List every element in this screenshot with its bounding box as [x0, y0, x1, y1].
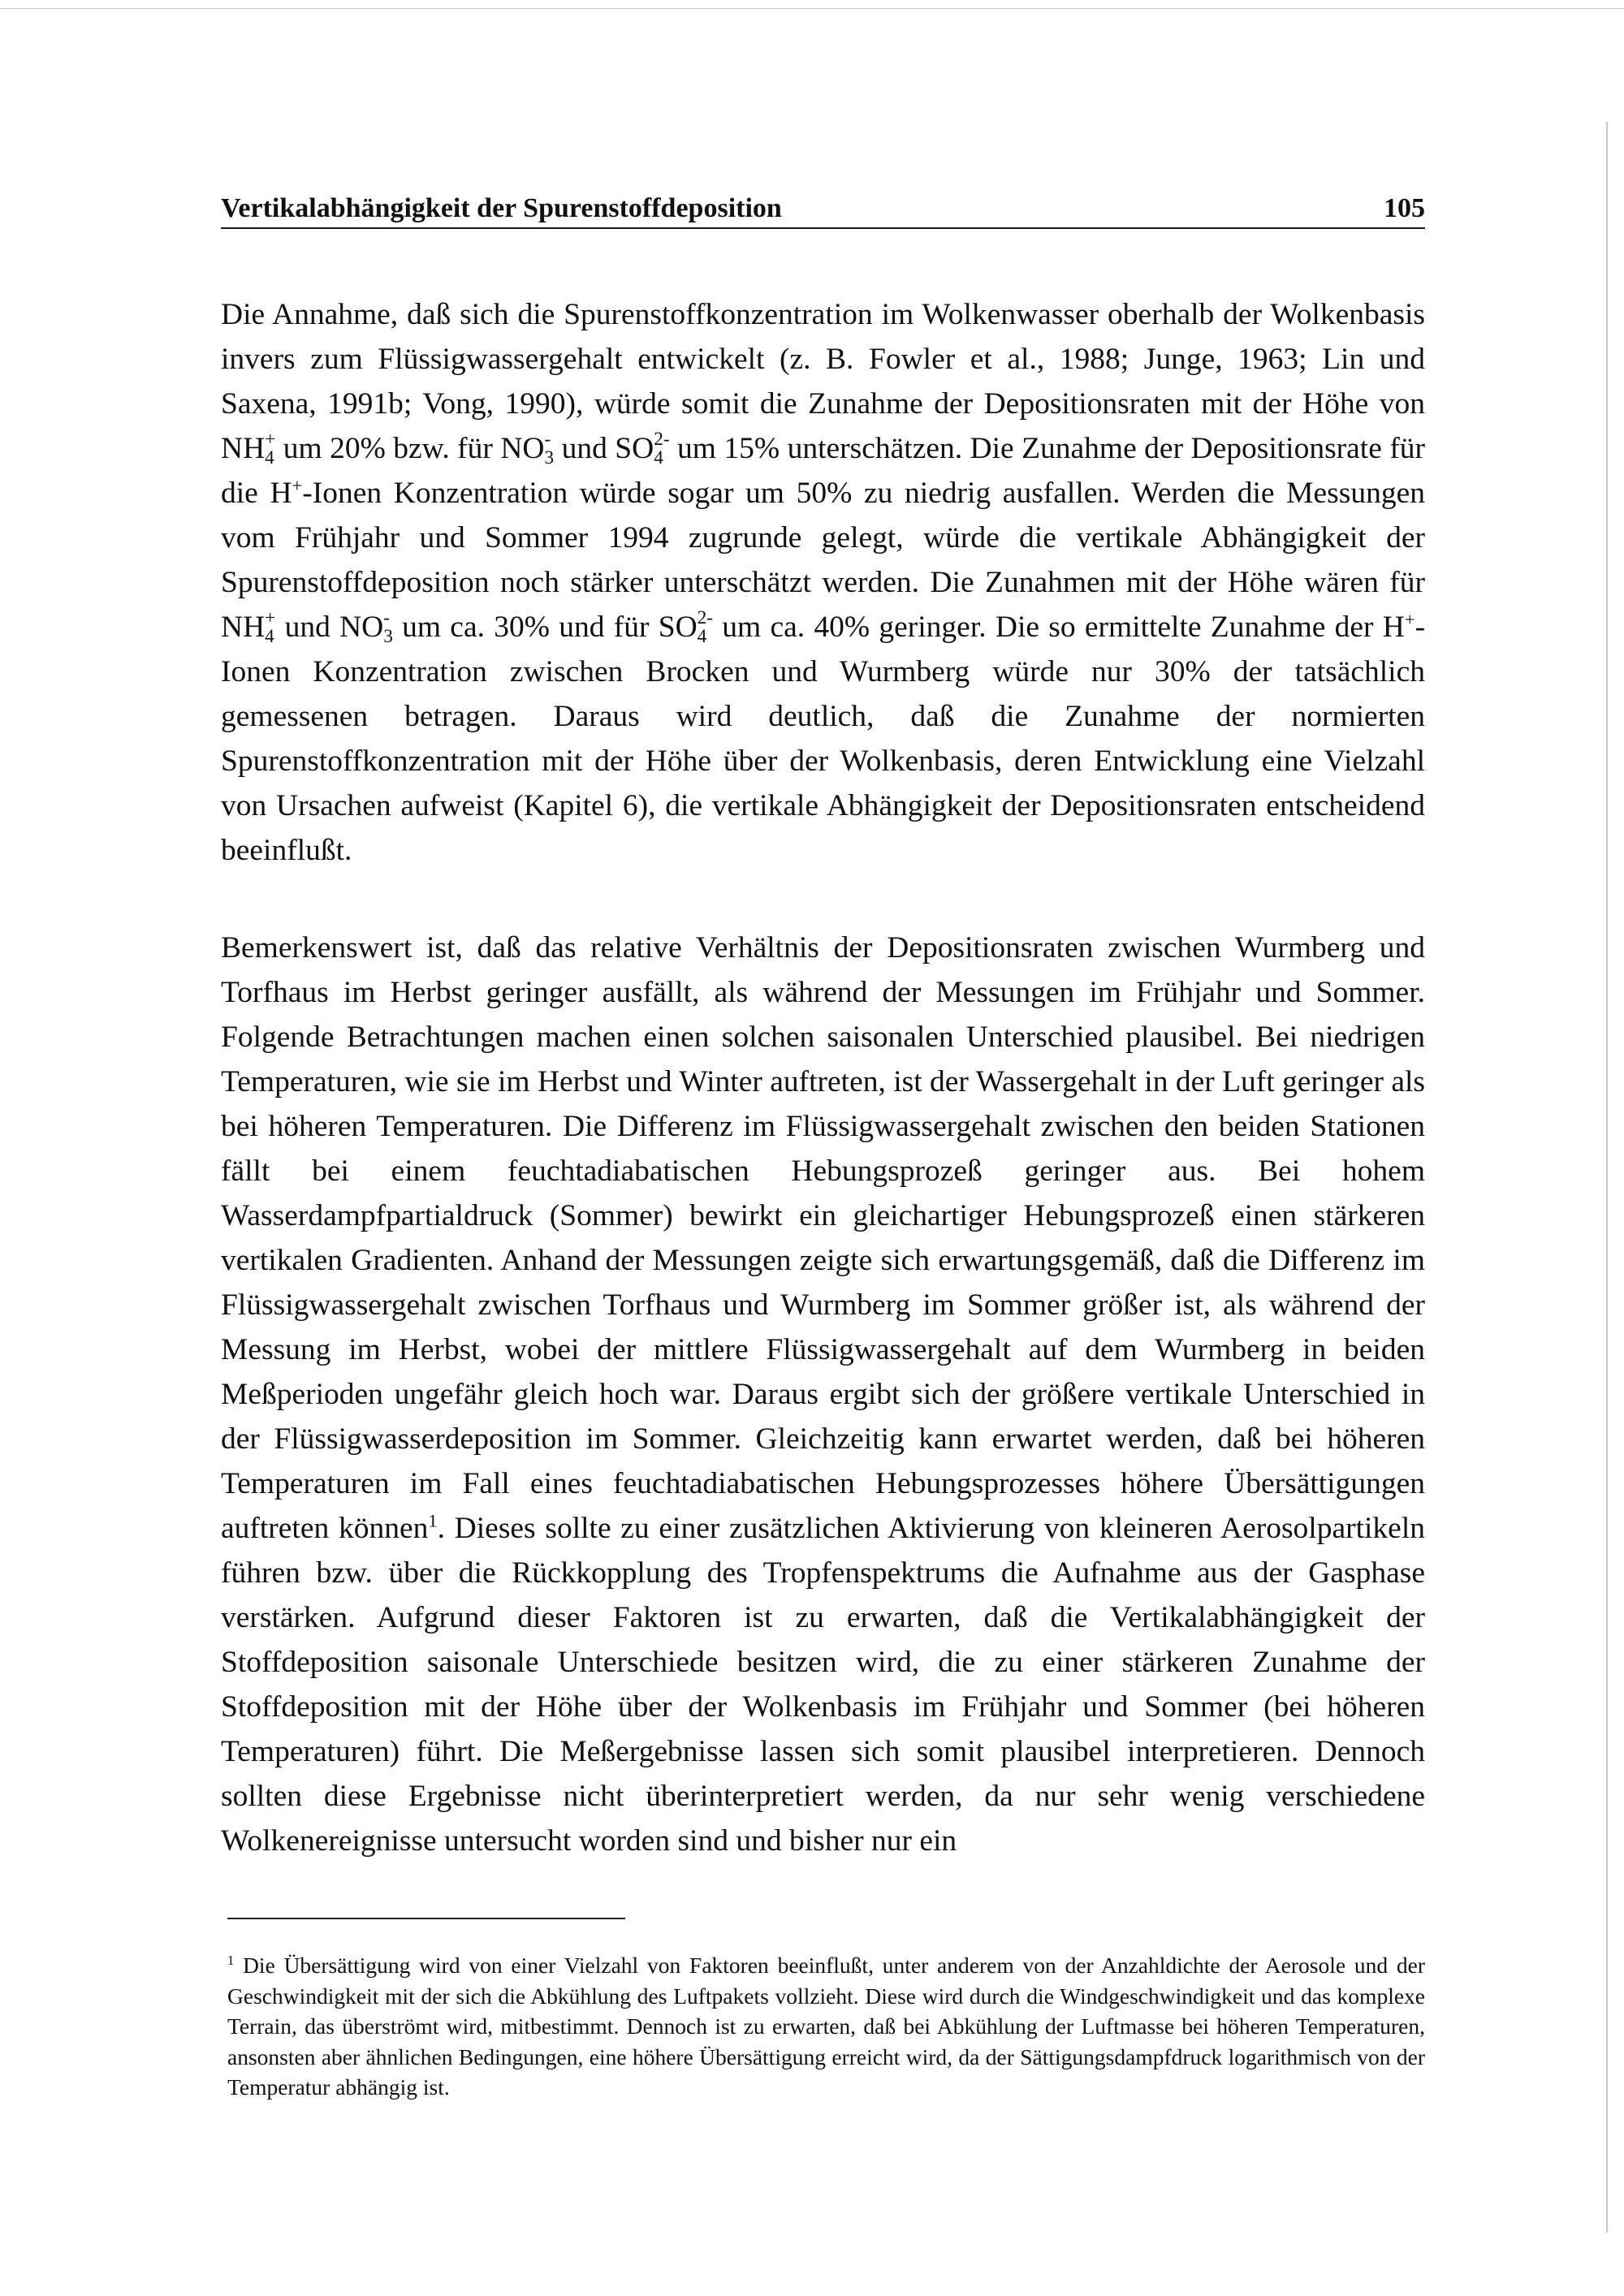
text-run: um 20% bzw. für: [283, 432, 493, 465]
ion-no3: [500, 428, 555, 468]
ion-h: [1383, 611, 1415, 644]
ion-base: SO: [658, 611, 698, 644]
ion-charge: 2-: [697, 606, 714, 628]
paragraph-2: [221, 926, 1425, 1863]
page-number: 105: [1384, 193, 1425, 223]
paragraph-1: [221, 292, 1425, 873]
ion-base: NO: [500, 432, 545, 465]
ion-base: H: [1382, 611, 1405, 644]
ion-h: [270, 477, 302, 510]
ion-index: 4: [265, 447, 274, 468]
ion-base: NH: [221, 611, 266, 644]
ion-charge: -: [383, 606, 390, 628]
ion-base: H: [270, 477, 292, 510]
footnote: [227, 1950, 1425, 2103]
text-run: Bemerkenswert ist, daß das relative Verhältnis der Depositionsraten zwischen Wurmberg und Torfhaus im Herbst geringer ausfällt, als während der Messungen im Frühjahr und Sommer. Folgende Betrachtungen machen einen solchen saisonalen Unterschied plausibel. Bei niedrigen Temperaturen, wie sie im Herbst und Winter auftreten, ist der Wassergehalt in der Luft geringer als bei höheren Temperaturen. Die Differenz im Flüssigwassergehalt zwischen den beiden Stationen fällt bei einem feuchtadiabatischen Hebungsprozeß geringer aus. Bei hohem Wasserdampfpartialdruck (Sommer) bewirkt ein gleichartiger Hebungsprozeß einen stärkeren vertikalen Gradienten. Anhand der Messungen zeigte sich erwartungsgemäß, daß die Differenz im Flüssigwassergehalt zwischen Torfhaus und Wurmberg im Sommer größer ist, als während der Messung im Herbst, wobei der mittlere Flüssigwassergehalt auf dem Wurmberg in beiden Meßperioden ungefähr gleich hoch war. Daraus ergibt sich der größere vertikale Unterschied in der Flüssigwasserdeposition im Sommer. Gleichzeitig kann erwartet werden, daß bei höheren Temperaturen im Fall eines feuchtadiabatischen Hebungsprozesses höhere Übersättigungen auftreten können: [221, 931, 1425, 1545]
ion-nh4: [221, 606, 276, 647]
ion-no3: [339, 606, 393, 647]
ion-charge: +: [265, 606, 276, 628]
ion-charge: +: [265, 428, 276, 450]
ion-nh4: [221, 428, 276, 468]
ion-index: 4: [265, 625, 274, 647]
ion-charge: 2-: [654, 428, 670, 450]
footnote-reference[interactable]: 1: [428, 1510, 438, 1531]
footnote-text: Die Übersättigung wird von einer Vielzahl von Faktoren beeinflußt, unter anderem von der Anzahldichte der Aerosole und der Geschwindigkeit mit der sich die Abkühlung des Luftpakets vollzieht. Diese wird durch die Windgeschwindigkeit und das komplexe Terrain, das überströmt wird, mitbestimmt. Dennoch ist zu erwarten, daß bei Abkühlung der Luftmasse bei höheren Temperaturen, ansonsten aber ähnlichen Bedingungen, eine höhere Übersättigung erreicht wird, da der Sättigungsdampfdruck logarithmisch von der Temperatur abhängig ist.: [227, 1953, 1425, 2100]
text-run: -Ionen Konzentration zwischen Brocken und Wurmberg würde nur 30% der tatsächlich gemessenen betragen. Daraus wird deutlich, daß die Zunahme der normierten Spurenstoffkonzentration mit der Höhe über der Wolkenbasis, deren Entwicklung eine Vielzahl von Ursachen aufweist (Kapitel 6), die vertikale Abhängigkeit der Depositionsraten entscheidend beeinflußt.: [221, 611, 1426, 867]
ion-so4: [658, 606, 714, 647]
text-run: um 15% unterschätzen. Die Zunahme der Depositionsrate für die: [221, 432, 1426, 510]
text-run: . Dieses sollte zu einer zusätzlichen Aktivierung von kleineren Aerosolpartikeln führen bzw. über die Rückkopplung des Tropfenspektrums die Aufnahme aus der Gasphase verstärken. Aufgrund dieser Faktoren ist zu erwarten, daß die Vertikalabhängigkeit der Stoffdeposition saisonale Unterschiede besitzen wird, die zu einer stärkeren Zunahme der Stoffdeposition mit der Höhe über der Wolkenbasis im Frühjahr und Sommer (bei höheren Temperaturen) führt. Die Meßergebnisse lassen sich somit plausibel interpretieren. Dennoch sollten diese Ergebnisse nicht überinterpretiert werden, da nur sehr wenig verschiedene Wolkenereignisse untersucht worden sind und bisher nur ein: [221, 1512, 1425, 1858]
running-header: [221, 192, 1425, 229]
ion-index: 3: [383, 625, 393, 647]
ion-charge: -: [544, 428, 551, 450]
ion-base: SO: [615, 432, 654, 465]
ion-charge: +: [1404, 609, 1415, 630]
text-run: um ca. 30% und für: [402, 611, 650, 644]
ion-base: NH: [221, 432, 266, 465]
header-title: Vertikalabhängigkeit der Spurenstoffdeposition: [221, 193, 782, 223]
ion-index: 3: [544, 447, 555, 468]
footnote-mark: 1: [227, 1952, 235, 1968]
text-run: Die Annahme, daß sich die Spurenstoffkonzentration im Wolkenwasser oberhalb der Wolkenbasis invers zum Flüssigwassergehalt entwickelt (z. B. Fowler et al., 1988; Junge, 1963; Lin und Saxena, 1991b; Vong, 1990), würde somit die Zunahme der Depositionsraten mit der Höhe von: [221, 298, 1425, 421]
text-run: um ca. 40% geringer. Die so ermittelte Zunahme der: [722, 611, 1374, 644]
ion-charge: +: [292, 475, 303, 496]
ion-base: NO: [339, 611, 384, 644]
footnote-separator: [227, 1918, 625, 1919]
scan-edge-top: [0, 8, 1624, 9]
ion-index: 4: [654, 447, 663, 468]
scan-edge-right: [1606, 122, 1608, 2233]
text-run: und: [561, 432, 607, 465]
text-run: und: [284, 611, 330, 644]
ion-so4: [615, 428, 670, 468]
ion-index: 4: [697, 625, 707, 647]
text-run: -Ionen Konzentration würde sogar um 50% zu niedrig ausfallen. Werden die Messungen vom Frühjahr und Sommer 1994 zugrunde gelegt, würde die vertikale Abhängigkeit der Spurenstoffdeposition noch stärker unterschätzt werden. Die Zunahmen mit der Höhe wären für: [221, 477, 1426, 599]
